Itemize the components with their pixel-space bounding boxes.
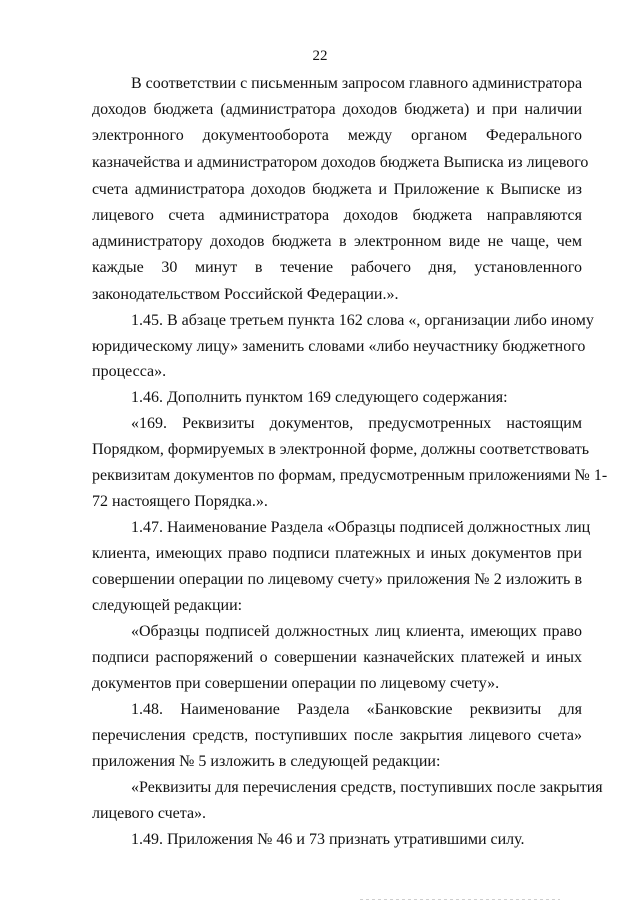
text-line: перечисления средств, поступивших после закрытия лицевого счета» (92, 727, 582, 744)
text-line: администратору доходов бюджета в электронном виде не чаще, чем (92, 233, 582, 250)
text-line: следующей редакции: (92, 597, 243, 614)
text-line: электронного документооборота между органом Федерального (92, 127, 582, 144)
text-line: совершении операции по лицевому счету» приложения № 2 изложить в (92, 571, 582, 588)
text-line: Порядком, формируемых в электронной форме, должны соответствовать (92, 441, 589, 458)
text-line: «Образцы подписей должностных лиц клиента, имеющих право (131, 623, 582, 640)
text-line: доходов бюджета (администратора доходов бюджета) и при наличии (92, 101, 582, 118)
text-line: подписи распоряжений о совершении казначейских платежей и иных (92, 649, 582, 666)
text-line: клиента, имеющих право подписи платежных и иных документов при (92, 545, 582, 562)
text-line: приложения № 5 изложить в следующей редакции: (92, 753, 441, 770)
text-line: 1.48. Наименование Раздела «Банковские реквизиты для (131, 701, 582, 718)
text-line: процесса». (92, 363, 167, 380)
text-line: «Реквизиты для перечисления средств, поступивших после закрытия (131, 779, 603, 796)
text-line: законодательством Российской Федерации.». (92, 286, 399, 303)
text-line: лицевого счета администратора доходов бюджета направляются (92, 207, 582, 224)
text-line: каждые 30 минут в течение рабочего дня, установленного (92, 259, 582, 276)
text-line: юридическому лицу» заменить словами «либо неучастнику бюджетного (92, 338, 586, 355)
text-line: 1.47. Наименование Раздела «Образцы подписей должностных лиц (131, 519, 591, 536)
text-line: казначейства и администратором доходов бюджета Выписка из лицевого (92, 154, 589, 171)
page-number: 22 (312, 48, 328, 64)
text-line: документов при совершении операции по лицевому счету». (92, 675, 500, 692)
scan-artifact-line (360, 899, 560, 900)
text-line: реквизитам документов по формам, предусмотренным приложениями № 1- (92, 467, 608, 484)
text-line: 1.45. В абзаце третьем пункта 162 слова «, организации либо иному (131, 312, 594, 329)
text-line: 1.46. Дополнить пунктом 169 следующего содержания: (131, 389, 508, 406)
text-line: В соответствии с письменным запросом главного администратора (131, 75, 583, 92)
text-line: лицевого счета». (92, 805, 207, 822)
text-line: «169. Реквизиты документов, предусмотренных настоящим (131, 415, 582, 432)
text-line: 1.49. Приложения № 46 и 73 признать утратившими силу. (131, 831, 525, 848)
text-line: счета администратора доходов бюджета и Приложение к Выписке из (92, 181, 582, 198)
text-line: 72 настоящего Порядка.». (92, 493, 268, 510)
